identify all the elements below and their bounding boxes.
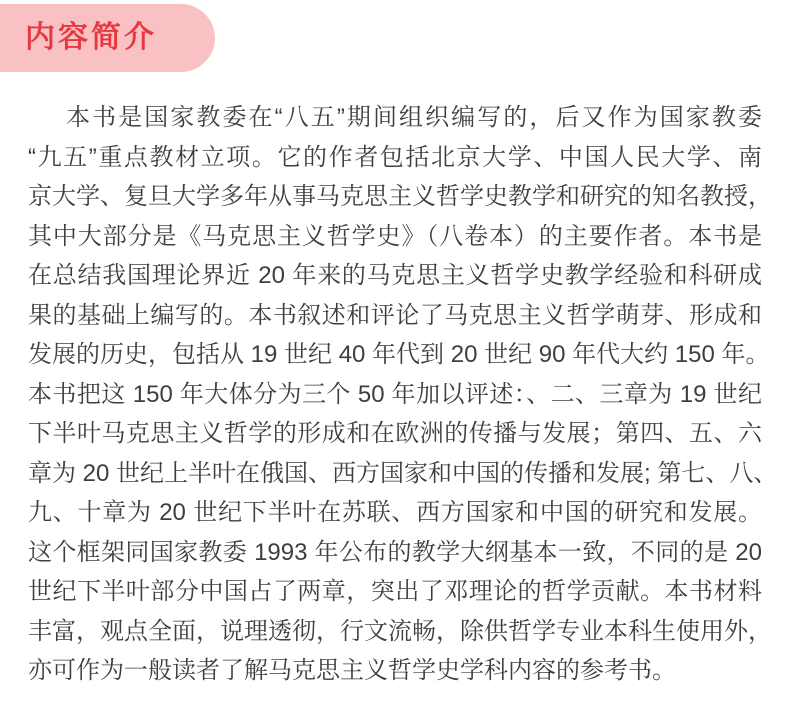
paragraph-line: 章为 20 世纪上半叶在俄国、西方国家和中国的传播和发展; 第七、八、 [28,459,778,487]
paragraph-line: 这个框架同国家教委 1993 年公布的教学大纲基本一致，不同的是 20 [28,538,762,566]
paragraph-line: 其中大部分是《马克思主义哲学史》（八卷本）的主要作者。本书是 [28,222,762,250]
paragraph-line: 发展的历史，包括从 19 世纪 40 年代到 20 世纪 90 年代大约 150 年。 [28,341,770,368]
paragraph-line: 下半叶马克思主义哲学的形成和在欧洲的传播与发展；第四、五、六 [28,420,762,447]
paragraph-line: 九、十章为 20 世纪下半叶在苏联、西方国家和中国的研究和发展。 [28,499,762,526]
paragraph-line: 亦可作为一般读者了解马克思主义哲学史学科内容的参考书。 [28,657,676,684]
paragraph-line: 丰富，观点全面，说理透彻，行文流畅，除供哲学专业本科生使用外， [28,617,772,645]
paragraph-line: 果的基础上编写的。本书叙述和评论了马克思主义哲学萌芽、形成和 [28,301,762,329]
paragraph-line: 在总结我国理论界近 20 年来的马克思主义哲学史教学经验和科研成 [28,262,762,289]
paragraph-line: 京大学、复旦大学多年从事马克思主义哲学史教学和研究的知名教授， [28,183,772,210]
paragraph-line: 本书是国家教委在“八五”期间组织编写的，后又作为国家教委 [66,104,762,131]
paragraph-line: 本书把这 150 年大体分为三个 50 年加以评述：、二、三章为 19 世纪 [28,380,762,408]
description-paragraph [28,98,778,691]
paragraph-line: 世纪下半叶部分中国占了两章，突出了邓理论的哲学贡献。本书材料 [28,578,762,605]
paragraph-line: “九五”重点教材立项。它的作者包括北京大学、中国人民大学、南 [28,143,762,171]
section-header-badge [0,4,215,72]
section-title: 内容简介 [25,21,157,54]
